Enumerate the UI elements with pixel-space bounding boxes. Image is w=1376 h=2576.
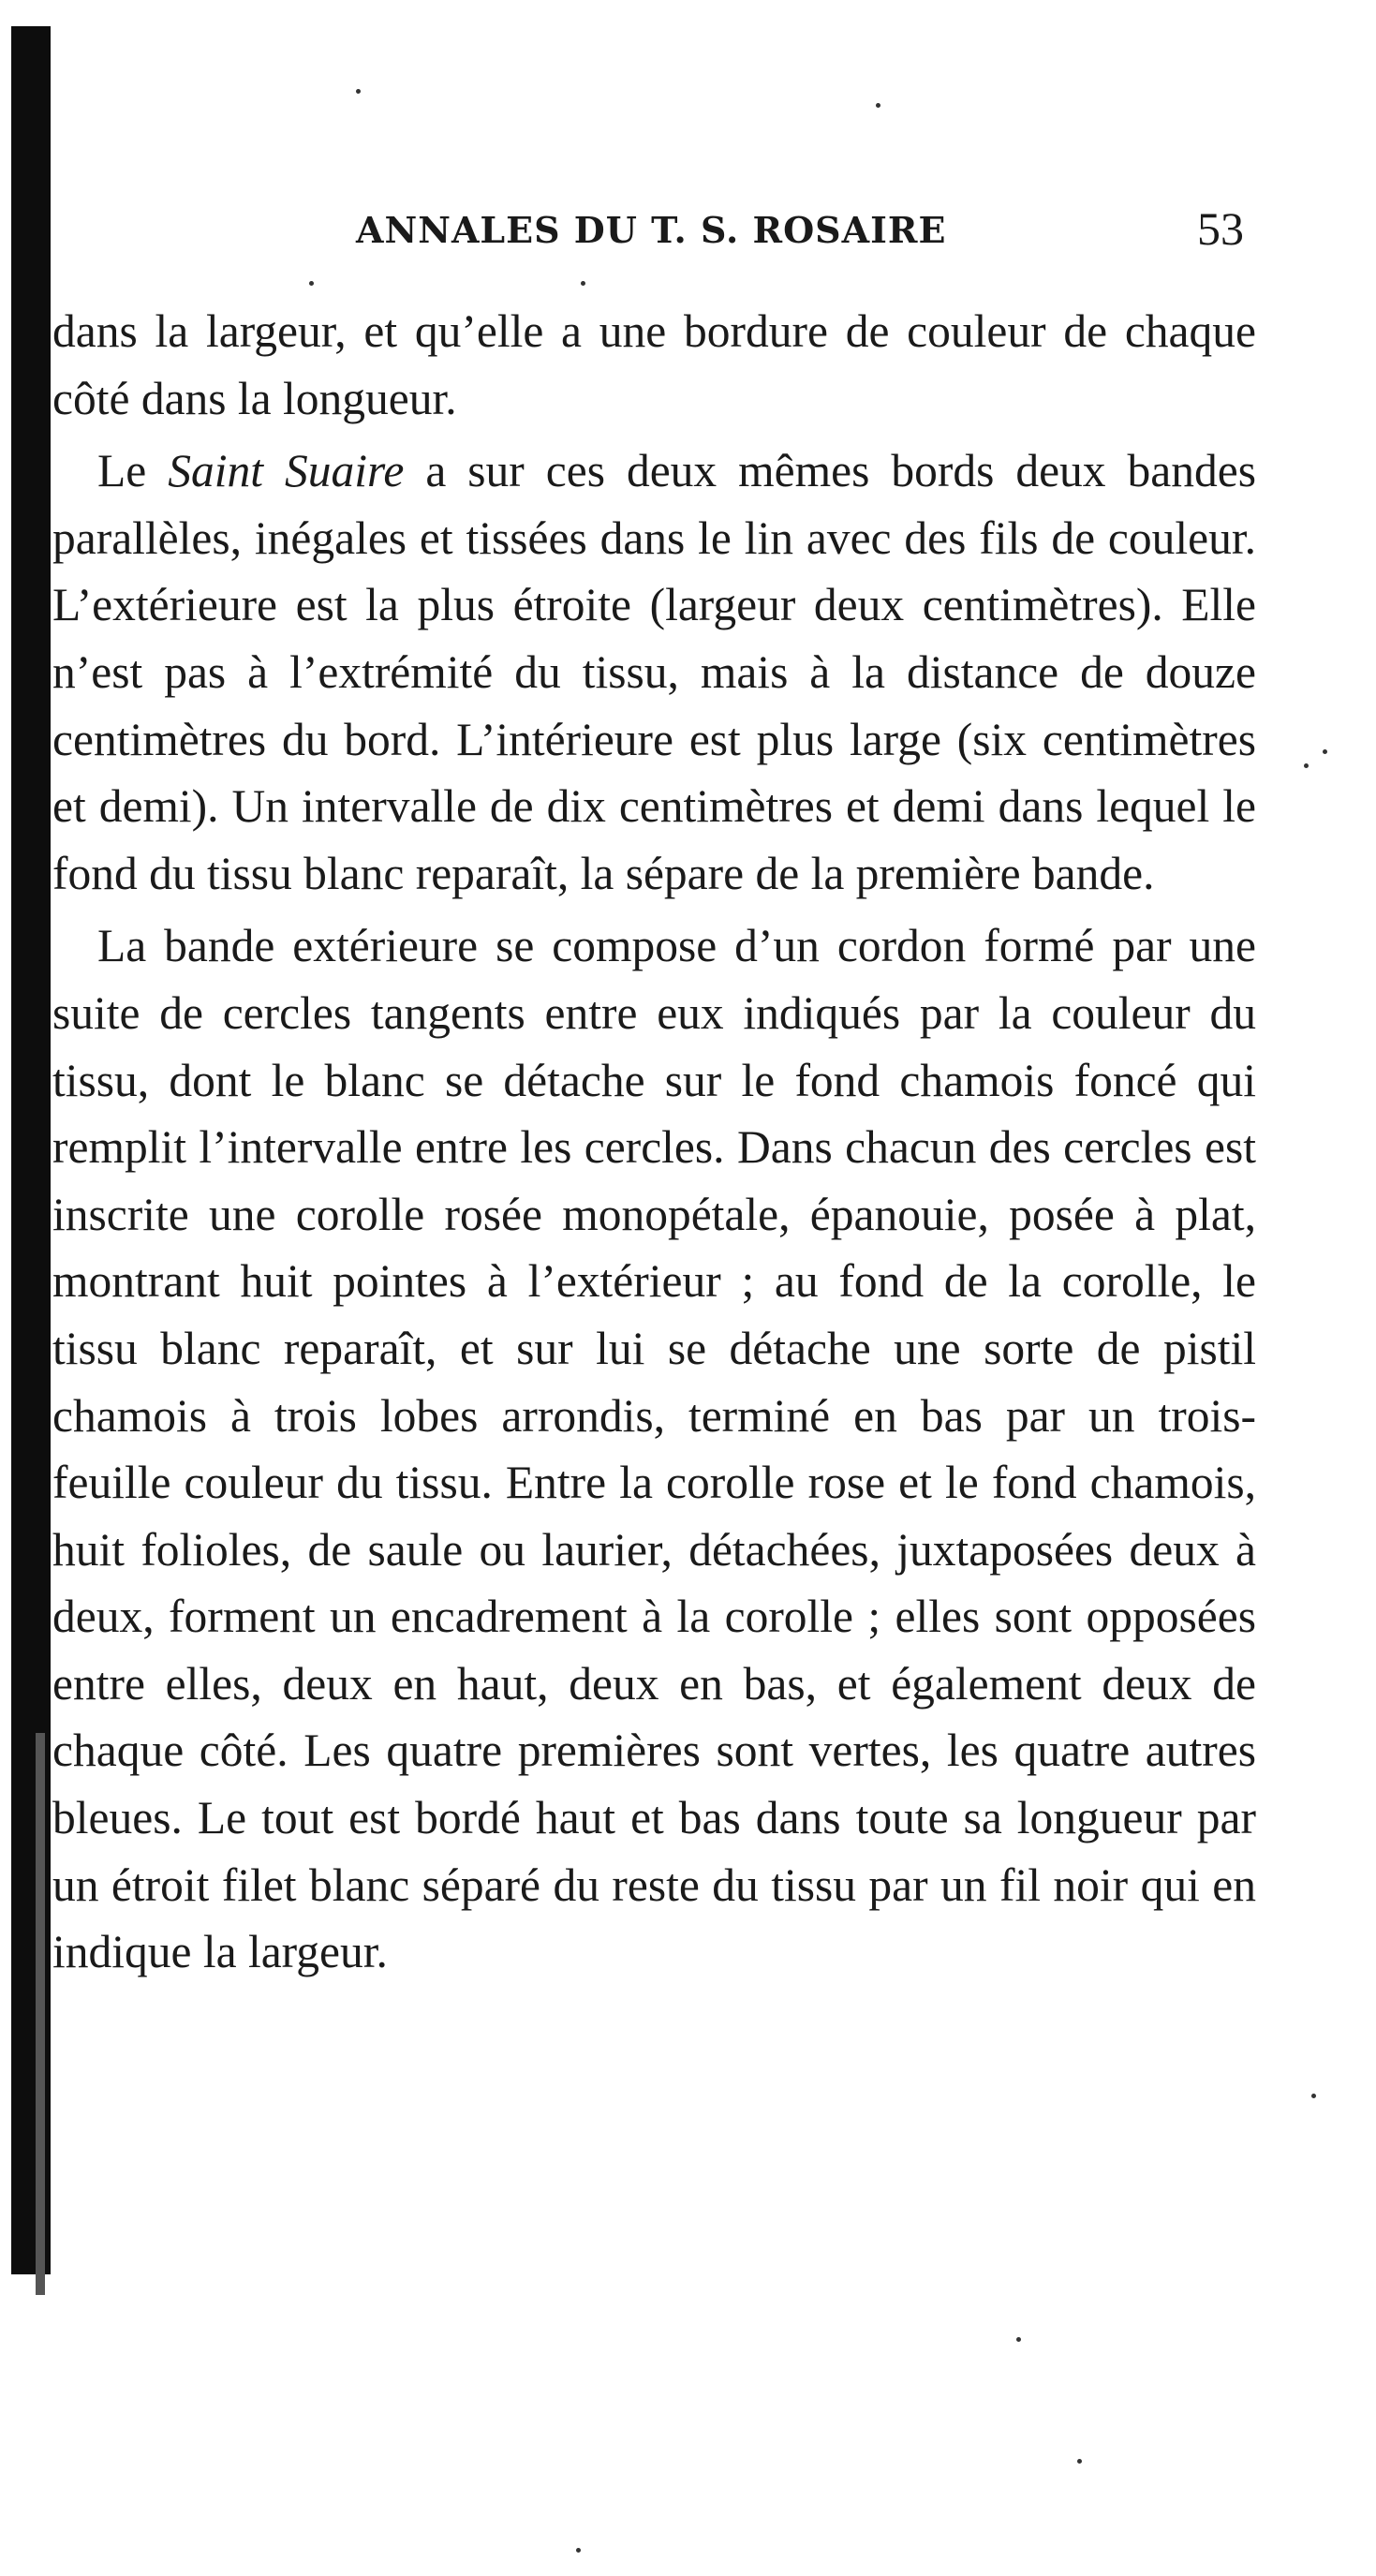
paragraph-saint-suaire — [52, 437, 1256, 907]
paragraph-continuation: dans la largeur, et qu’elle a une bordure de couleur de chaque côté dans la longueur. — [52, 305, 1256, 424]
paragraph-bande-exterieure: La bande extérieure se compose d’un cordon formé par une suite de cercles tangents entre eux indiqués par la couleur du tissu, dont le blanc se détache sur le fond chamois foncé qui remplit l’intervalle entre les cercles. Dans chacun des cercles est inscrite une corolle rosée monopétale, épanouie, posée à plat, montrant huit pointes à l’extérieur ; au fond de la corolle, le tissu blanc reparaît, et sur lui se détache une sorte de pistil chamois à trois lobes arrondis, terminé en bas par un trois-feuille couleur du tissu. Entre la corolle rose et le fond chamois, huit folioles, de saule ou laurier, détachées, juxtaposées deux à deux, forment un encadrement à la corolle ; elles sont opposées entre elles, deux en haut, deux en bas, et également deux de chaque côté. Les quatre premières sont vertes, les quatre autres bleues. Le tout est bordé haut et bas dans toute sa longueur par un étroit filet blanc séparé du reste du tissu par un fil noir qui en indique la largeur. — [52, 920, 1256, 1978]
running-title: ANNALES DU T. S. ROSAIRE — [356, 209, 947, 251]
page-header — [356, 201, 1255, 258]
body-text — [52, 298, 1256, 1991]
paragraph-body: a sur ces deux mêmes bords deux bandes parallèles, inégales et tissées dans le lin avec des fils de couleur. L’extérieure est la plus étroite (largeur deux centimètres). Elle n’est pas à l’extrémité du tissu, mais à la distance de douze centimètres du bord. L’intérieure est plus large (six centimètres et demi). Un intervalle de dix centimètres et demi dans lequel le fond du tissu blanc reparaît, la sépare de la première bande. — [52, 445, 1256, 899]
page-gutter-edge — [36, 1733, 45, 2295]
page-number: 53 — [1197, 202, 1244, 255]
paragraph-lead: Le — [97, 445, 169, 497]
emphasis-saint-suaire: Saint Suaire — [168, 445, 405, 497]
